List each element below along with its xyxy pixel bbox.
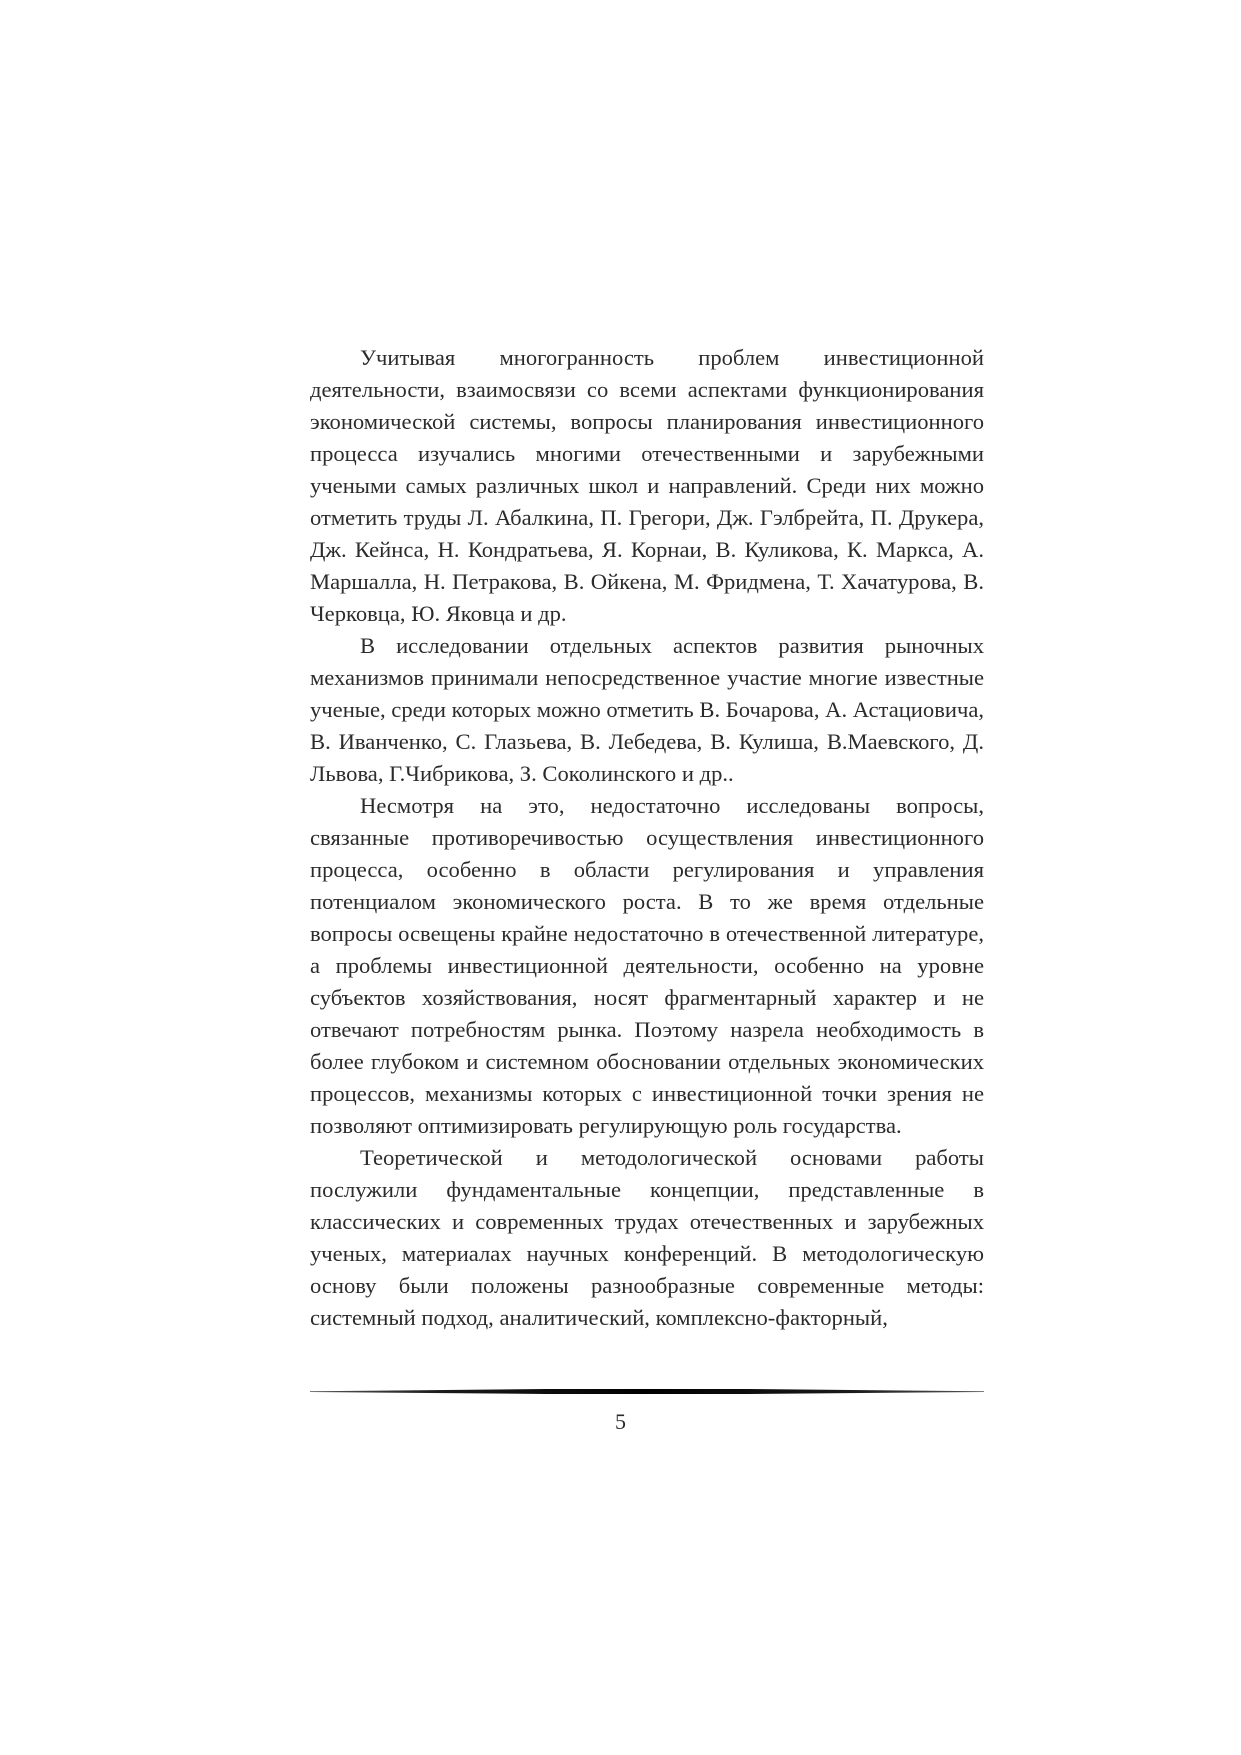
page-number: 5: [615, 1409, 626, 1434]
paragraph-1: Учитывая многогранность проблем инвестиционной деятельности, взаимосвязи со всеми аспектами функционирования экономической системы, вопросы планирования инвестиционного процесса изучались многими отечественными и зарубежными учеными самых различных школ и направлений. Среди них можно отметить труды Л. Абалкина, П. Грегори, Дж. Гэлбрейта, П. Друкера, Дж. Кейнса, Н. Кондратьева, Я. Корнаи, В. Куликова, К. Маркса, А. Маршалла, Н. Петракова, В. Ойкена, М. Фридмена, Т. Хачатурова, В. Черковца, Ю. Яковца и др.: [310, 345, 984, 626]
paragraph-4: Теоретической и методологической основами работы послужили фундаментальные концепции, представленные в классических и современных трудах отечественных и зарубежных ученых, материалах научных конференций. В методологическую основу были положены разнообразные современные методы: системный подход, аналитический, комплексно-факторный,: [310, 1145, 984, 1330]
paragraph-3: Несмотря на это, недостаточно исследованы вопросы, связанные противоречивостью осуществления инвестиционного процесса, особенно в области регулирования и управления потенциалом экономического роста. В то же время отдельные вопросы освещены крайне недостаточно в отечественной литературе, а проблемы инвестиционной деятельности, особенно на уровне субъектов хозяйствования, носят фрагментарный характер и не отвечают потребностям рынка. Поэтому назрела необходимость в более глубоком и системном обосновании отдельных экономических процессов, механизмы которых с инвестиционной точки зрения не позволяют оптимизировать регулирующую роль государства.: [310, 793, 984, 1138]
page-body: [310, 342, 984, 1334]
paragraph-2: В исследовании отдельных аспектов развития рыночных механизмов принимали непосредственное участие многие известные ученые, среди которых можно отметить В. Бочарова, А. Астациовича, В. Иванченко, С. Глазьева, В. Лебедева, В. Кулиша, В.Маевского, Д. Львова, Г.Чибрикова, З. Соколинского и др..: [310, 633, 984, 786]
footer-divider: [310, 1389, 984, 1394]
